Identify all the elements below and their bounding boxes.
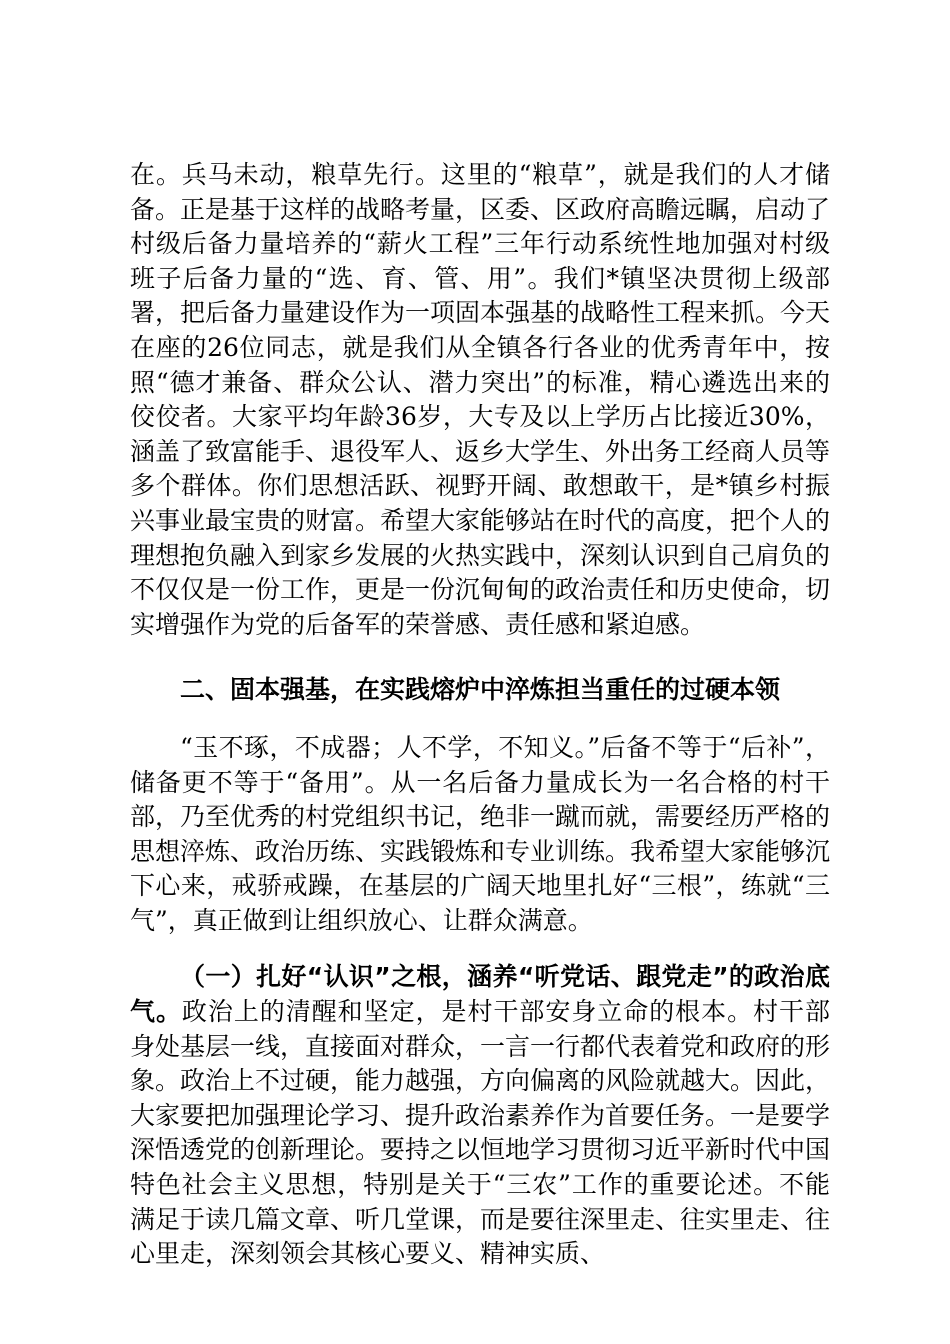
subsection-lead: （一）扎好“认识”之根，涵养“听党话、跟党走”的政治底气。: [130, 962, 830, 1027]
paragraph-quote: “玉不琢，不成器；人不学，不知义。”后备不等于“后补”，储备更不等于“备用”。从一名后备力量成长为一名合格的村干部，乃至优秀的村党组织书记，绝非一蹴而就，需要经历严格的思想淬炼、政治历练、实践锻炼和专业训练。我希望大家能够沉下心来，戒骄戒躁，在基层的广阔天地里扎好“三根”，练就“三气”，真正做到让组织放心、让群众满意。: [130, 732, 831, 935]
subsection-body: 政治上的清醒和坚定，是村干部安身立命的根本。村干部身处基层一线，直接面对群众，一言一行都代表着党和政府的形象。政治上不过硬，能力越强，方向偏离的风险就越大。因此，大家要把加强理论学习、提升政治素养作为首要任务。一是要学深悟透党的创新理论。要持之以恒地学习贯彻习近平新时代中国特色社会主义思想，特别是关于“三农”工作的重要论述。不能满足于读几篇文章、听几堂课，而是要往深里走、往实里走、往心里走，深刻领会其核心要义、精神实质、: [130, 997, 831, 1269]
paragraph-subsection: [130, 960, 830, 1271]
paragraph-continuation: 在。兵马未动，粮草先行。这里的“粮草”，就是我们的人才储备。正是基于这样的战略考量，区委、区政府高瞻远瞩，启动了村级后备力量培养的“薪火工程”三年行动系统性地加强对村级班子后备力量的“选、育、管、用”。我们*镇坚决贯彻上级部署，把后备力量建设作为一项固本强基的战略性工程来抓。今天在座的26位同志，就是我们从全镇各行各业的优秀青年中，按照“德才兼备、群众公认、潜力突出”的标准，精心遴选出来的佼佼者。大家平均年龄36岁，大专及以上学历占比接近30%，涵盖了致富能手、退役军人、返乡大学生、外出务工经商人员等多个群体。你们思想活跃、视野开阔、敢想敢干，是*镇乡村振兴事业最宝贵的财富。希望大家能够站在时代的高度，把个人的理想抱负融入到家乡发展的火热实践中，深刻认识到自己肩负的不仅仅是一份工作，更是一份沉甸甸的政治责任和历史使命，切实增强作为党的后备军的荣誉感、责任感和紧迫感。: [130, 160, 831, 639]
document-page: [130, 158, 830, 1272]
section-heading: 二、固本强基，在实践熔炉中淬炼担当重任的过硬本领: [180, 675, 781, 705]
paragraph-gap: [130, 938, 830, 960]
